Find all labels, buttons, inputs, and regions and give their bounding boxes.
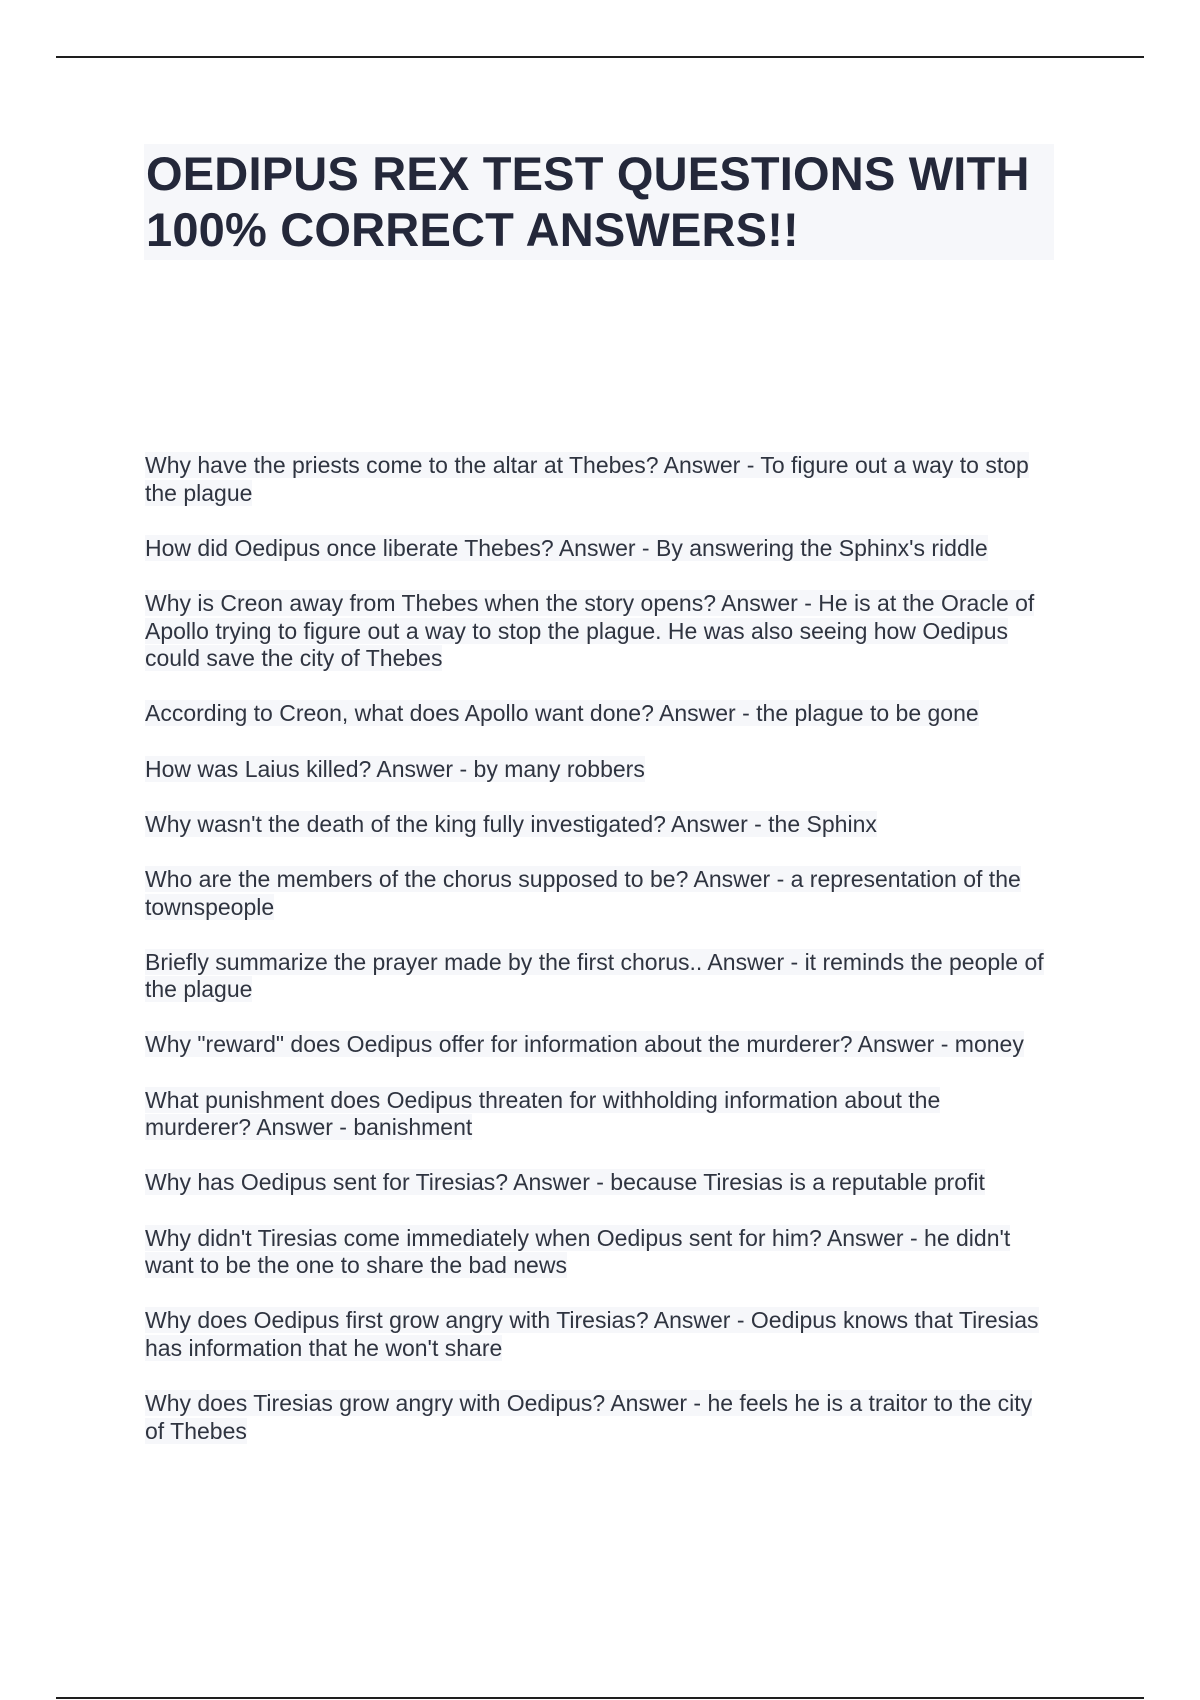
header-rule <box>56 56 1144 58</box>
qa-item <box>145 535 1050 563</box>
qa-text: Why is Creon away from Thebes when the story opens? Answer - He is at the Oracle of Apollo trying to figure out a way to stop the plague. He was also seeing how Oedipus could save the city of Thebes <box>145 589 1035 672</box>
qa-text: How did Oedipus once liberate Thebes? Answer - By answering the Sphinx's riddle <box>145 534 988 561</box>
qa-item <box>145 1307 1050 1362</box>
qa-item <box>145 1031 1050 1059</box>
qa-text: Why didn't Tiresias come immediately when Oedipus sent for him? Answer - he didn't want to be the one to share the bad news <box>145 1224 1011 1279</box>
qa-text: Why has Oedipus sent for Tiresias? Answer - because Tiresias is a reputable profit <box>145 1169 985 1196</box>
qa-text: What punishment does Oedipus threaten for withholding information about the murderer? Answer - banishment <box>145 1086 941 1141</box>
qa-item <box>145 949 1050 1004</box>
qa-item <box>145 866 1050 921</box>
qa-text: Why does Oedipus first grow angry with Tiresias? Answer - Oedipus knows that Tiresias has information that he won't share <box>145 1307 1039 1361</box>
qa-item <box>145 811 1050 839</box>
qa-item <box>145 1087 1050 1142</box>
qa-item <box>145 700 1050 728</box>
qa-text: Briefly summarize the prayer made by the first chorus.. Answer - it reminds the people of the plague <box>145 948 1044 1003</box>
qa-text: Why wasn't the death of the king fully investigated? Answer - the Sphinx <box>145 810 877 837</box>
qa-item <box>145 756 1050 784</box>
document-title: OEDIPUS REX TEST QUESTIONS WITH 100% CORRECT ANSWERS!! <box>146 147 1030 256</box>
qa-item <box>145 590 1050 673</box>
qa-text: Why have the priests come to the altar at Thebes? Answer - To figure out a way to stop the plague <box>145 452 1029 506</box>
qa-list <box>145 452 1050 1473</box>
qa-item <box>145 1169 1050 1197</box>
qa-item <box>145 452 1050 507</box>
qa-text: Why "reward" does Oedipus offer for information about the murderer? Answer - money <box>145 1031 1024 1058</box>
qa-text: How was Laius killed? Answer - by many robbers <box>145 755 645 782</box>
qa-text: Who are the members of the chorus supposed to be? Answer - a representation of the townspeople <box>145 865 1021 920</box>
qa-text: According to Creon, what does Apollo want done? Answer - the plague to be gone <box>145 700 979 727</box>
qa-text: Why does Tiresias grow angry with Oedipus? Answer - he feels he is a traitor to the city of Thebes <box>145 1390 1033 1444</box>
qa-item <box>145 1390 1050 1445</box>
qa-item <box>145 1225 1050 1280</box>
title-block <box>144 144 1054 260</box>
footer-rule <box>56 1697 1144 1699</box>
